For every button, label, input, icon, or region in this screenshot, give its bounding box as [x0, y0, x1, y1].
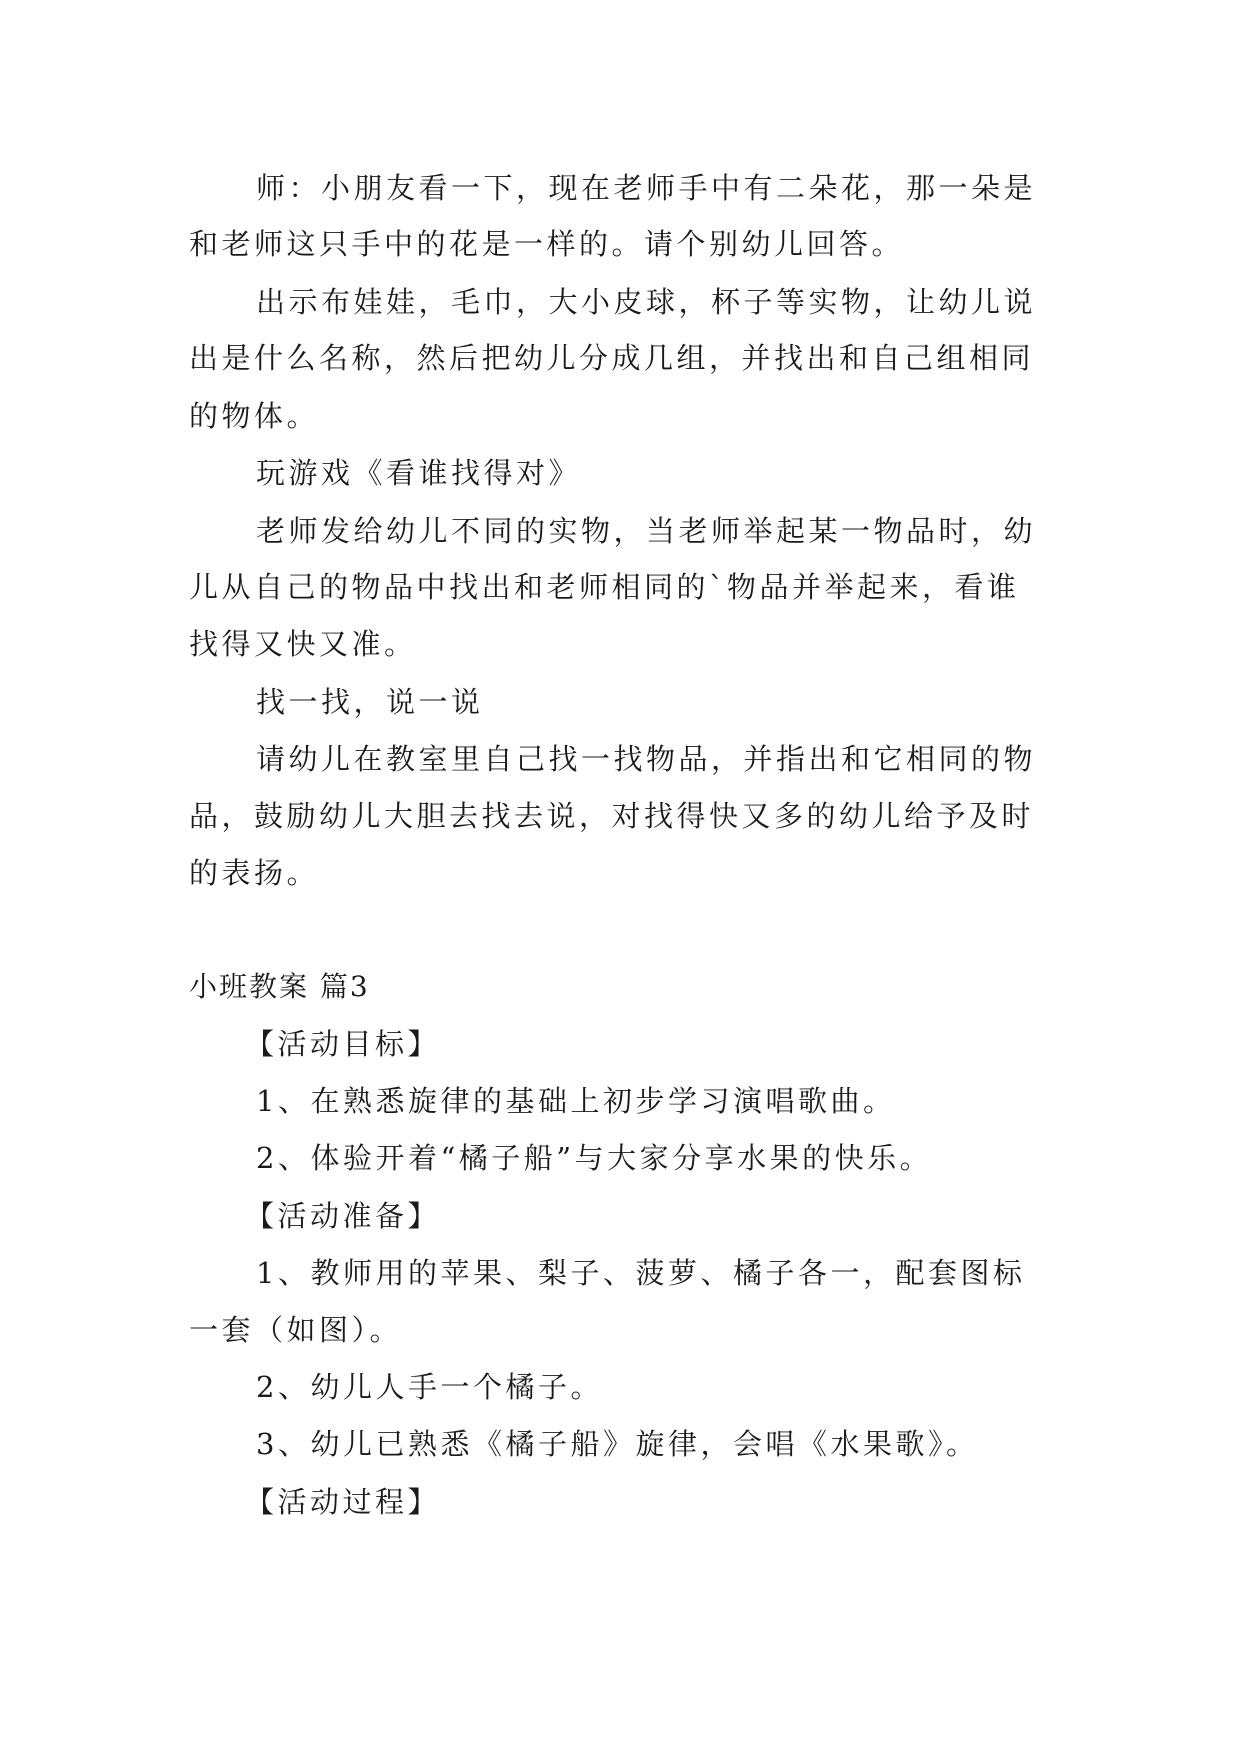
paragraph-line: 出是什么名称，然后把幼儿分成几组，并找出和自己组相同 [189, 341, 1035, 375]
section-heading: 小班教案 篇3 [189, 970, 370, 1003]
goals-heading: 【活动目标】 [245, 1027, 441, 1061]
prep-item: 1、教师用的苹果、梨子、菠萝、橘子各一，配套图标 [256, 1256, 1026, 1290]
prep-item: 一套（如图）。 [189, 1313, 403, 1347]
paragraph-line: 请幼儿在教室里自己找一找物品，并指出和它相同的物 [256, 742, 1037, 776]
prep-item: 3、幼儿已熟悉《橘子船》旋律，会唱《水果歌》。 [256, 1427, 979, 1461]
paragraph-line: 出示布娃娃，毛巾，大小皮球，杯子等实物，让幼儿说 [256, 285, 1037, 319]
prep-heading: 【活动准备】 [245, 1199, 441, 1233]
goal-item: 2、体验开着“橘子船”与大家分享水果的快乐。 [256, 1141, 933, 1175]
paragraph-line: 找得又快又准。 [189, 627, 417, 661]
paragraph-line: 的物体。 [189, 399, 320, 433]
paragraph-line: 玩游戏《看谁找得对》 [256, 456, 582, 490]
paragraph-line: 的表扬。 [189, 856, 320, 890]
paragraph-line: 和老师这只手中的花是一样的。请个别幼儿回答。 [189, 227, 905, 261]
prep-item: 2、幼儿人手一个橘子。 [256, 1370, 603, 1404]
paragraph-line: 找一找，说一说 [256, 685, 484, 719]
paragraph-line: 品，鼓励幼儿大胆去找去说，对找得快又多的幼儿给予及时 [189, 799, 1035, 833]
goal-item: 1、在熟悉旋律的基础上初步学习演唱歌曲。 [256, 1084, 896, 1118]
paragraph-line: 老师发给幼儿不同的实物，当老师举起某一物品时，幼 [256, 514, 1037, 548]
paragraph-line: 师：小朋友看一下，现在老师手中有二朵花，那一朵是 [256, 171, 1037, 205]
process-heading: 【活动过程】 [245, 1485, 441, 1519]
paragraph-line: 儿从自己的物品中找出和老师相同的`物品并举起来，看谁 [189, 570, 1020, 604]
